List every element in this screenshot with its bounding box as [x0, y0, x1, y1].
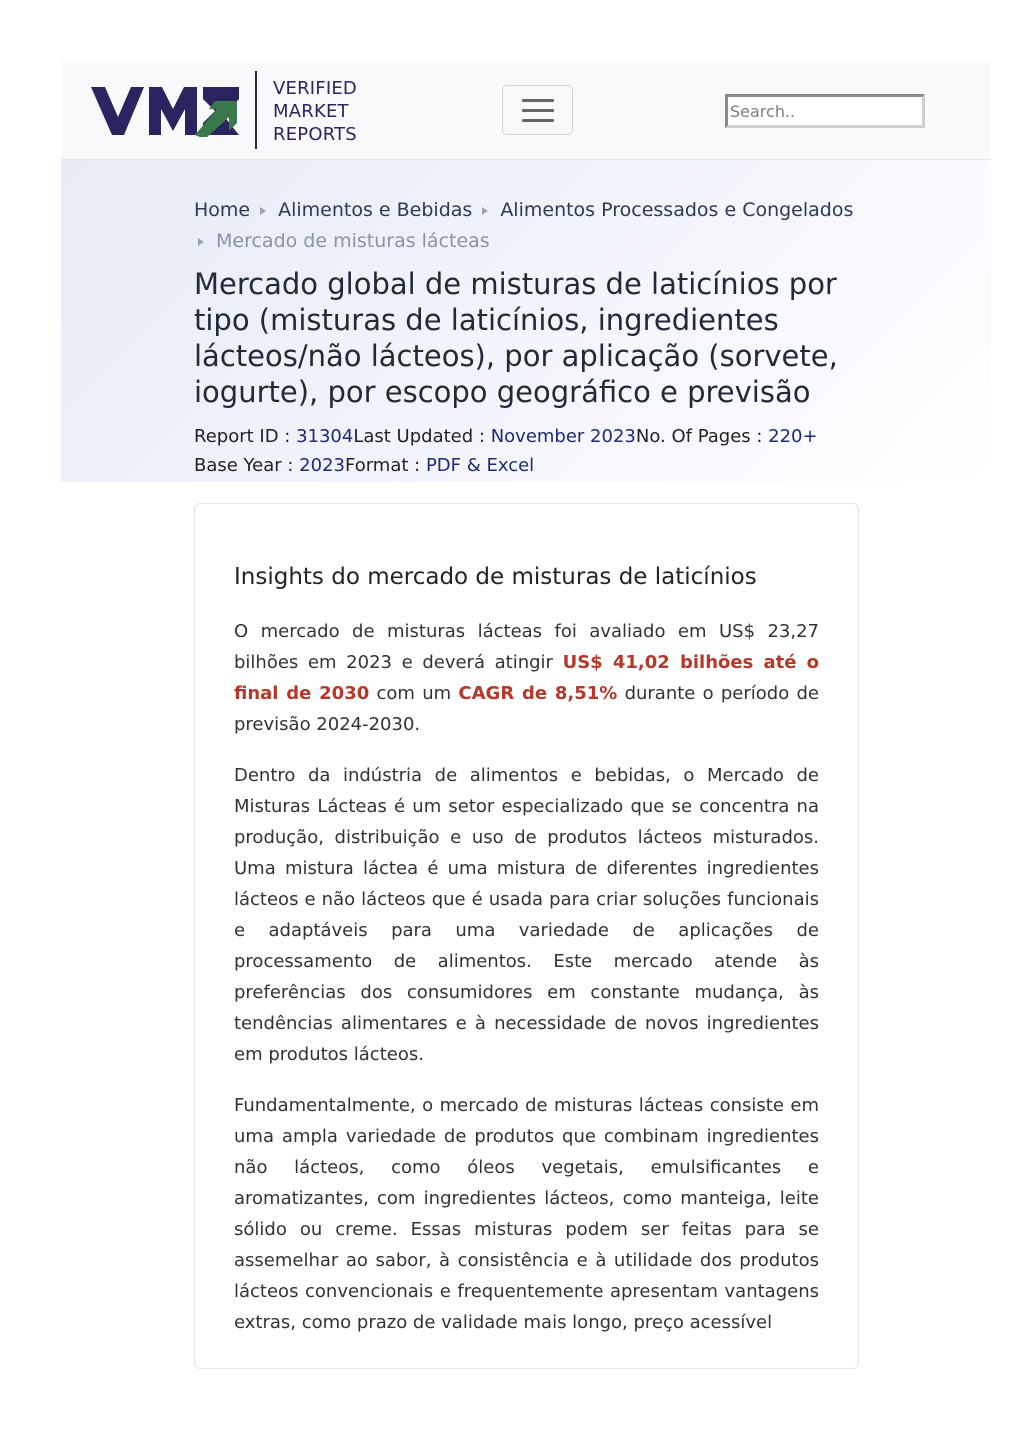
breadcrumb — [194, 195, 874, 257]
page-title: Mercado global de misturas de laticínios por tipo (misturas de laticínios, ingredientes lácteos/não lácteos), por aplicação (sorvete, iogurte), por escopo geográfico e previsão — [194, 267, 838, 409]
paragraph-3: Fundamentalmente, o mercado de misturas lácteas consiste em uma ampla variedade de produtos que combinam ingredientes não lácteos, como óleos vegetais, emulsificantes e aromatizantes, com ingredientes lácteos, como manteiga, leite sólido ou creme. Essas misturas podem ser feitas para se assemelhar ao sabor, à consistência e à utilidade dos produtos lácteos convencionais e frequentemente apresentam vantagens extras, como prazo de validade mais longo, preço acessível — [234, 1095, 819, 1333]
search-input[interactable] — [725, 94, 925, 128]
breadcrumb-home[interactable]: Home — [194, 199, 251, 221]
last-updated: November 2023 — [490, 426, 636, 447]
report-id: 31304 — [296, 426, 354, 447]
chevron-right-icon — [198, 238, 204, 246]
hamburger-menu-button[interactable] — [502, 85, 573, 135]
insights-card — [194, 503, 859, 1369]
page-count: 220+ — [768, 426, 818, 447]
logo-divider — [255, 71, 257, 149]
hamburger-menu-icon — [522, 99, 554, 102]
highlight-cagr: CAGR de 8,51% — [458, 683, 618, 704]
highlight-value: US$ 41,02 bilhões até o final de 2030 — [234, 652, 820, 704]
insights-heading: Insights do mercado de misturas de laticínios — [234, 564, 757, 590]
breadcrumb-alimentos-bebidas[interactable]: Alimentos e Bebidas — [278, 199, 473, 221]
report-format: PDF & Excel — [425, 455, 535, 476]
brand-logo[interactable] — [91, 71, 391, 151]
insights-body — [234, 616, 819, 1358]
top-navbar — [61, 61, 991, 160]
report-meta: Report ID : 31304Last Updated : November 2023No. Of Pages : 220+ Base Year : 2023Format : PDF & Excel — [194, 426, 818, 476]
paragraph-1: O mercado de misturas lácteas foi avaliado em US$ 23,27 bilhões em 2023 e deverá atingir US$ 41,02 bilhões até o final de 2030 com um CAGR de 8,51% durante o período de previsão 2024-2030. — [234, 621, 820, 735]
breadcrumb-alimentos-processados[interactable]: Alimentos Processados e Congelados — [500, 199, 854, 221]
brand-name: VERIFIED MARKET REPORTS — [273, 78, 357, 145]
base-year: 2023 — [299, 455, 345, 476]
vmr-logo-icon — [91, 87, 239, 137]
chevron-right-icon — [482, 207, 488, 215]
breadcrumb-current: Mercado de misturas lácteas — [216, 230, 490, 252]
chevron-right-icon — [260, 207, 266, 215]
paragraph-2: Dentro da indústria de alimentos e bebidas, o Mercado de Misturas Lácteas é um setor especializado que se concentra na produção, distribuição e uso de produtos lácteos misturados. Uma mistura láctea é uma mistura de diferentes ingredientes lácteos e não lácteos que é usada para criar soluções funcionais e adaptáveis para uma variedade de aplicações de processamento de alimentos. Este mercado atende às preferências dos consumidores em constante mudança, às tendências alimentares e à necessidade de novos ingredientes em produtos lácteos. — [234, 765, 819, 1065]
